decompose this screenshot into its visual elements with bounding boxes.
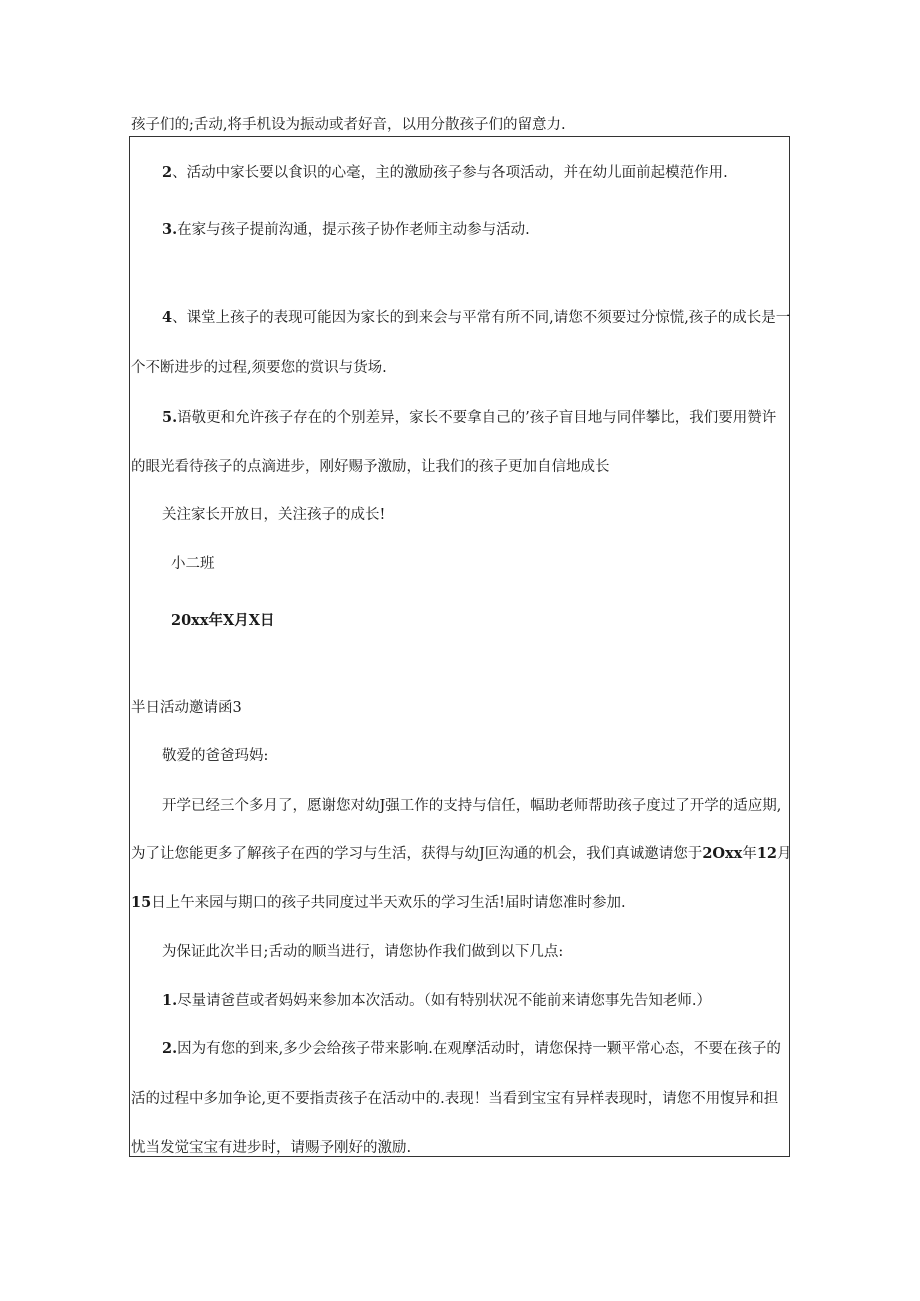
item-5-continuation: 的眼光看待孩子的点滴进步，刚好赐予激励，让我们的孩子更加自信地成长 <box>131 459 610 475</box>
item-4-number: 4 <box>162 309 173 326</box>
item-3-text: 在家与孩子提前沟通，提示孩子协作老师主动参与活动. <box>177 222 530 238</box>
point-2-text: 因为有您的到来,多少会给孩子带来影响.在观摩活动时，请您保持一颗平常心态，不要在孩子的 <box>177 1041 781 1057</box>
item-5-text: 语敬更和允许孩子存在的个别差异，家长不要拿自己的’孩子盲目地与同伴攀比，我们要用赞许 <box>177 410 777 426</box>
para1-line3-text: 日上午来园与期口的孩子共同度过半天欢乐的学习生活!届时请您准时参加. <box>151 895 626 911</box>
para1-line3 <box>131 891 626 912</box>
item-4-continuation: 个不断进步的过程,须要您的赏识与货场. <box>131 360 387 376</box>
carryover-line: 孩子们的;舌动,将手机设为振动或者好音，以用分散孩子们的留意力. <box>131 117 566 133</box>
para1-line2 <box>131 842 792 863</box>
item-2 <box>162 161 728 182</box>
item-4-text: 、课堂上孩子的表现可能因为家长的到来会与平常有所不同,请您不须要过分惊慌,孩子的成长是一 <box>172 310 791 326</box>
para1-month-unit: 月 <box>777 846 792 862</box>
slogan: 关注家长开放日，关注孩子的成长! <box>162 507 386 523</box>
item-2-number: 2 <box>162 164 173 181</box>
para1-month: 12 <box>756 845 778 862</box>
point-2 <box>162 1037 781 1058</box>
para1-year: 2Oxx <box>702 845 743 862</box>
item-3-number: 3. <box>162 221 178 238</box>
point-1-text: 尽量请爸苣或者妈妈来参加本次活动。（如有特别状况不能前来请您事先告知老师.） <box>177 993 711 1009</box>
point-2-number: 2. <box>162 1040 178 1057</box>
point-1-number: 1. <box>162 992 178 1009</box>
class-name: 小二班 <box>171 556 215 572</box>
item-5-number: 5. <box>162 409 178 426</box>
item-3 <box>162 218 530 239</box>
point-2-continuation-1: 活的过程中多加争论,更不要指责孩子在活动中的.表现！当看到宝宝有异样表现时，请您不用愎异和担 <box>131 1091 779 1107</box>
para2: 为保证此次半日;舌动的顺当进行，请您协作我们做到以下几点: <box>162 944 564 960</box>
date: 20xx年X月X日 <box>171 612 275 629</box>
point-2-continuation-2: 忧当发觉宝宝有进步时，请赐予刚好的激励. <box>131 1140 412 1156</box>
item-2-text: 、活动中家长要以食识的心毫，主的激励孩子参与各项活动，并在幼儿面前起模范作用. <box>172 165 728 181</box>
item-5 <box>162 406 776 427</box>
para1-line2-text: 为了让您能更多了解孩子在西的学习与生活，获得与幼J叵沟通的机会，我们真诚邀请您于 <box>131 846 703 862</box>
greeting: 敬爱的爸爸玛妈: <box>162 748 269 764</box>
point-1 <box>162 989 711 1010</box>
para1-day: 15 <box>131 894 152 911</box>
section-title: 半日活动邀请函3 <box>131 700 242 716</box>
item-4 <box>162 306 790 327</box>
para1-year-unit: 年 <box>742 846 757 862</box>
para1-line1: 开学已经三个多月了，愿谢您对幼J强工作的支持与信任，幅助老师帮助孩子度过了开学的适应期, <box>162 798 782 814</box>
